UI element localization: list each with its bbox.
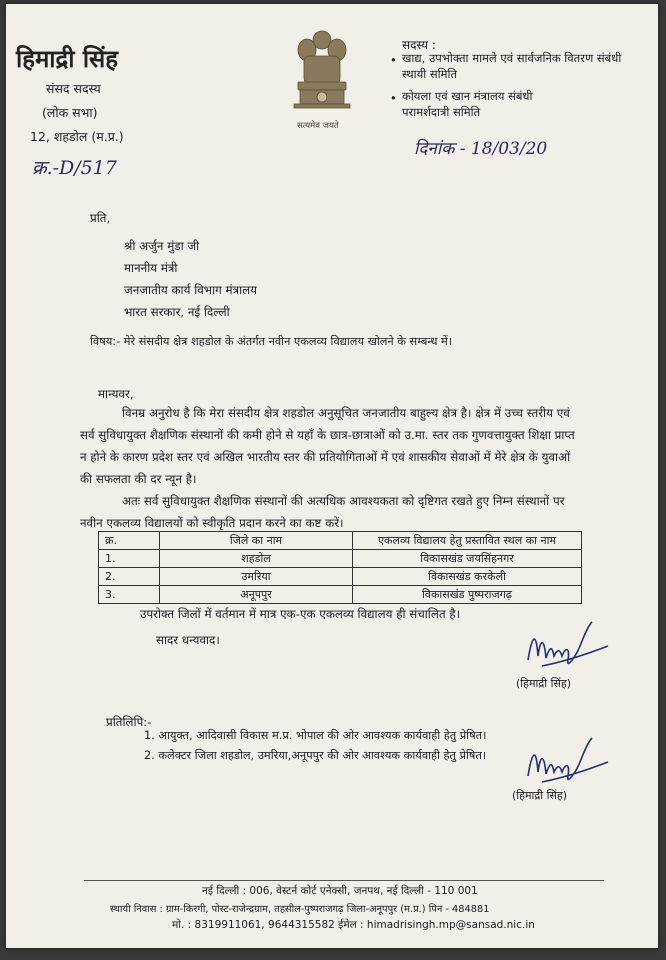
table-header-row [99, 532, 582, 550]
proposed-schools-table [98, 531, 582, 604]
footer-rule [84, 880, 604, 881]
salutation: मान्यवर, [98, 387, 134, 401]
row-site: विकासखंड पुष्पराजगढ़ [353, 586, 582, 604]
header-site: एकलव्य विद्यालय हेतु प्रस्तावित स्थल का नाम [353, 532, 582, 550]
copy-item-2: 2. कलेक्टर जिला शहडोल, उमरिया,अनूपपुर की ओर आवश्यक कार्यवाही हेतु प्रेषित। [144, 749, 487, 762]
signatory-name-1: (हिमाद्री सिंह) [516, 677, 572, 690]
row-district: अनूपपुर [160, 586, 353, 604]
letter-date: दिनांक - 18/03/20 [414, 139, 548, 159]
addressee-line-4: भारत सरकार, नई दिल्ली [124, 305, 230, 319]
paragraph-2: अतः सर्व सुविधायुक्त शैक्षणिक संस्थानों की अत्यधिक आवश्यकता को दृष्टिगत रखते हुए निम्न संस्थानों पर नवीन एकलव्य विद्यालयों को स्वीकृति प्रदान करने का कष्ट करें। [80, 494, 565, 530]
thanks-line: सादर धन्यवाद। [156, 633, 220, 647]
committee-bullet-1: • [390, 53, 397, 67]
footer-permanent-address: स्थायी निवास : ग्राम-किरगी, पोस्ट-राजेन्द्रग्राम, तहसील-पुष्पराजगढ़ जिला-अनूपपुर (म.प्र.) पिन - 484881 [110, 904, 490, 915]
row-district: उमरिया [160, 568, 353, 586]
subject-line: विषय:- मेरे संसदीय क्षेत्र शहडोल के अंतर्गत नवीन एकलव्य विद्यालय खोलने के सम्बन्ध में। [90, 335, 453, 348]
sender-constituency: 12, शहडोल (म.प्र.) [30, 129, 124, 144]
copy-label: प्रतिलिपि:- [106, 715, 152, 729]
header-district: जिले का नाम [160, 532, 353, 550]
row-site: विकासखंड जयसिंहनगर [353, 550, 582, 568]
member-label: सदस्य : [402, 38, 436, 52]
footer-contact: मो. : 8319911061, 9644315582 ईमेल : himadrisingh.mp@sansad.nic.in [172, 919, 535, 931]
signature-mark-1 [522, 616, 612, 674]
committee-item-2: कोयला एवं खान मंत्रालय संबंधी परामर्शदात्री समिति [402, 89, 533, 119]
signatory-name-2: (हिमाद्री सिंह) [512, 789, 568, 802]
sender-designation: संसद सदस्य [46, 81, 101, 96]
letter-page [6, 4, 658, 948]
signature-mark-2 [522, 732, 612, 790]
table-row [99, 550, 582, 568]
addressee-line-2: माननीय मंत्री [124, 261, 178, 275]
header-serial: क्र. [99, 532, 160, 550]
footer-delhi-address: नई दिल्ली : 006, वेस्टर्न कोर्ट एनेक्सी, जनपथ, नई दिल्ली - 110 001 [202, 885, 478, 897]
reference-number: क्र.-D/517 [32, 157, 117, 179]
table-row [99, 568, 582, 586]
copy-item-1: 1. आयुक्त, आदिवासी विकास म.प्र. भोपाल की ओर आवश्यक कार्यवाही हेतु प्रेषित। [144, 729, 487, 742]
table-note: उपरोक्त जिलों में वर्तमान में मात्र एक-एक एकलव्य विद्यालय ही संचालित है। [140, 607, 461, 621]
prati-label: प्रति, [90, 211, 111, 225]
sender-house: (लोक सभा) [42, 105, 98, 120]
row-site: विकासखंड करकेली [353, 568, 582, 586]
addressee-line-3: जनजातीय कार्य विभाग मंत्रालय [124, 283, 258, 297]
row-district: शहडोल [160, 550, 353, 568]
emblem-motto: सत्यमेव जयते [297, 121, 339, 131]
committee-bullet-2: • [390, 91, 397, 105]
addressee-line-1: श्री अर्जुन मुंडा जी [124, 239, 200, 253]
row-serial: 3. [99, 586, 160, 604]
sender-name: हिमाद्री सिंह [16, 45, 119, 73]
committee-item-1: खाद्य, उपभोक्ता मामले एवं सार्वजनिक वितरण संबंधी स्थायी समिति [402, 51, 622, 81]
row-serial: 1. [99, 550, 160, 568]
paragraph-1: विनम्र अनुरोध है कि मेरा संसदीय क्षेत्र शहडोल अनुसूचित जनजातीय बाहुल्य क्षेत्र है। क्षेत्र में उच्च स्तरीय एवं सर्व सुविधायुक्त शैक्षणिक संस्थानों की कमी होने से यहाँ के छात्र-छात्राओं को उ.मा. स्तर तक गुणवत्तायुक्त शिक्षा प्राप्त न होने के कारण प्रदेश स्तर एवं अखिल भारतीय स्तर की प्रतियोगिताओं में एवं शासकीय सेवाओं में मेरे क्षेत्र के युवाओं की सफलता की दर न्यून है। [80, 406, 575, 486]
table-row [99, 586, 582, 604]
row-serial: 2. [99, 568, 160, 586]
